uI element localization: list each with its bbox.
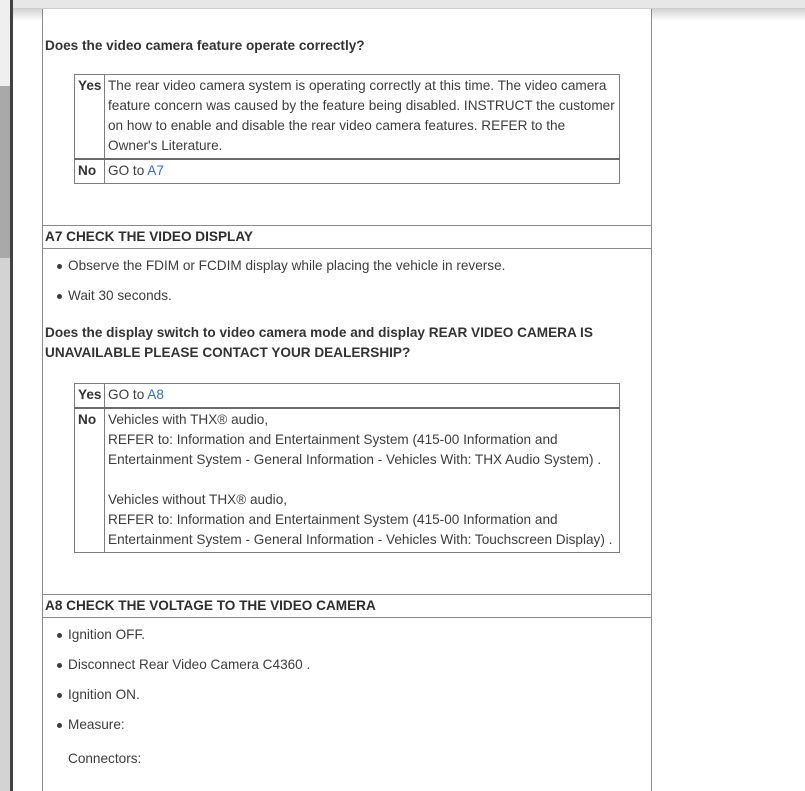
instruction-item: Ignition OFF. xyxy=(43,625,651,645)
decision-table-a7 xyxy=(74,383,620,553)
refer-paragraph: Vehicles with THX® audio, xyxy=(108,412,269,427)
instruction-item: Measure: xyxy=(43,715,651,735)
go-to-prefix: GO to xyxy=(108,163,148,178)
table-row xyxy=(75,159,620,184)
link-step-a7[interactable]: A7 xyxy=(147,163,164,178)
answer-label-cell: No xyxy=(75,159,105,184)
table-row xyxy=(75,75,620,160)
answer-text-cell: The rear video camera system is operating correctly at this time. The video camera feature concern was caused by the feature being disabled. INSTRUCT the customer on how to enable and disable the rear video camera features. REFER to the Owner's Literature. xyxy=(105,75,620,160)
decision-table-a6 xyxy=(74,74,620,184)
instruction-item: Observe the FDIM or FCDIM display while placing the vehicle in reverse. xyxy=(43,256,651,276)
answer-text-cell xyxy=(105,159,620,184)
question-text-a7: Does the display switch to video camera mode and display REAR VIDEO CAMERA IS UNAVAILABLE PLEASE CONTACT YOUR DEALERSHIP? xyxy=(45,325,593,360)
answer-label-cell: Yes xyxy=(75,75,105,160)
refer-paragraph: Vehicles without THX® audio, xyxy=(108,492,288,507)
answer-text-cell xyxy=(105,384,620,409)
refer-paragraph: REFER to: Information and Entertainment System (415-00 Information and Entertainment System - General Information - Vehicles With: Touchscreen Display) . xyxy=(108,512,613,547)
link-step-a8[interactable]: A8 xyxy=(147,387,164,402)
instruction-list-a8 xyxy=(43,625,651,735)
panel-divider xyxy=(10,0,13,791)
table-row xyxy=(75,384,620,409)
go-to-prefix: GO to xyxy=(108,387,148,402)
table-row xyxy=(75,408,620,553)
instruction-item: Disconnect Rear Video Camera C4360 . xyxy=(43,655,651,675)
question-text-a6: Does the video camera feature operate correctly? xyxy=(45,38,365,53)
refer-paragraph: REFER to: Information and Entertainment System (415-00 Information and Entertainment System - General Information - Vehicles With: THX Audio System) . xyxy=(108,432,602,467)
left-scrollbar-thumb[interactable] xyxy=(0,86,10,258)
step-header-a8: A8 CHECK THE VOLTAGE TO THE VIDEO CAMERA xyxy=(43,594,651,618)
step-header-a7: A7 CHECK THE VIDEO DISPLAY xyxy=(43,225,651,249)
left-scrollbar-track-upper[interactable] xyxy=(0,0,10,86)
procedure-document xyxy=(42,9,652,791)
top-toolbar-edge xyxy=(13,0,805,9)
connectors-label: Connectors: xyxy=(68,751,142,766)
blank-line xyxy=(108,470,617,490)
answer-label-cell: No xyxy=(75,408,105,553)
answer-label-cell: Yes xyxy=(75,384,105,409)
instruction-item: Ignition ON. xyxy=(43,685,651,705)
answer-text-cell xyxy=(105,408,620,553)
instruction-item: Wait 30 seconds. xyxy=(43,286,651,306)
instruction-list-a7 xyxy=(43,256,651,306)
